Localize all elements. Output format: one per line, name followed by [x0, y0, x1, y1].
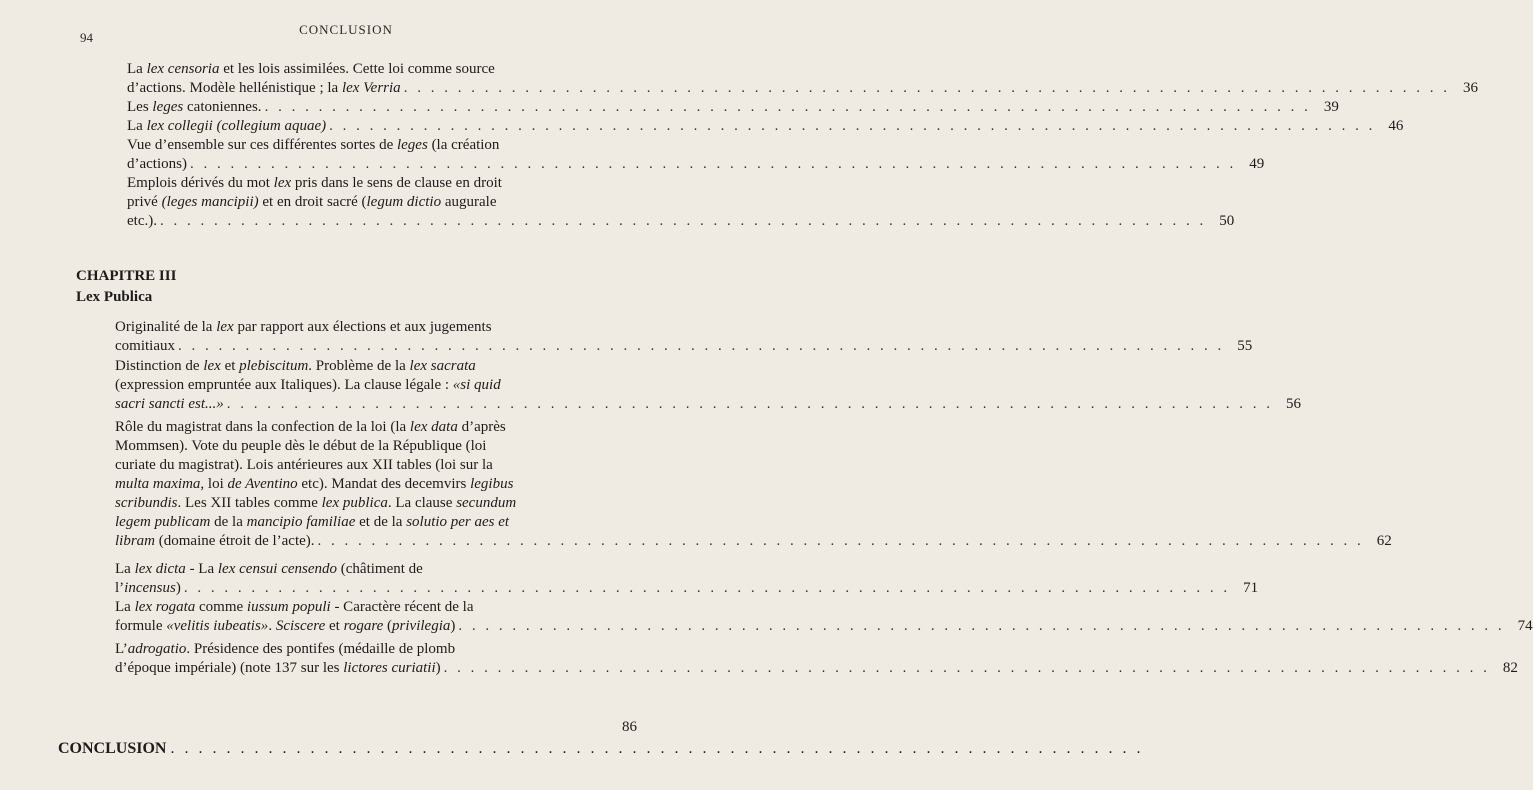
- toc-entry-line: [115, 357, 627, 376]
- toc-entry-text: La lex collegii (collegium aquae): [127, 118, 327, 134]
- leader-dots: . . . . . . . . . . . . . . . . . . . . . . . . . . . . . . . . . . . . . . . . . . . . . . . . . . . . . . . . . . . . . . . . . . . . . . . . . . . . . .: [458, 618, 1505, 634]
- toc-entry-line: [115, 532, 1392, 551]
- chapter-label: CHAPITRE III: [76, 268, 177, 284]
- toc-entry-text: legem publicam de la mancipio familiae et de la solutio per aes et: [115, 514, 510, 530]
- leader-dots: . . . . . . . . . . . . . . . . . . . . . . . . . . . . . . . . . . . . . . . . . . . . . . . . . . . . . . . . . . . . . . . . . . . . . . . . . . . . . .: [264, 99, 1311, 115]
- toc-entry-line: [127, 193, 616, 212]
- toc-entry: [115, 318, 1253, 356]
- toc-entry-line: [127, 174, 616, 193]
- toc-entry-line: [115, 579, 1259, 598]
- leader-dots: . . . . . . . . . . . . . . . . . . . . . . . . . . . . . . . . . . . . . . . . . . . . . . . . . . . . . . . . . . . . . . . . . . . . . . . . . . . . . .: [189, 156, 1237, 172]
- toc-entry-line: [127, 136, 616, 155]
- toc-entry-line: [127, 155, 1265, 174]
- toc-entry-line: [115, 376, 627, 395]
- toc-entry-text: libram (domaine étroit de l’acte).: [115, 533, 315, 549]
- leader-dots: . . . . . . . . . . . . . . . . . . . . . . . . . . . . . . . . . . . . . . . . . . . . . . . . . . . . . . . . . . . . . . . . . . . . . . . . . . . . . .: [178, 338, 1225, 354]
- page-number: 94: [80, 30, 93, 45]
- toc-entry-text: L’adrogatio. Présidence des pontifes (médaille de plomb: [115, 641, 456, 657]
- toc-entry-text: Les leges catoniennes.: [127, 99, 262, 115]
- toc-entry: [127, 60, 1478, 98]
- toc-entry-page: 46: [1388, 118, 1404, 134]
- toc-entry-page: 56: [1286, 396, 1301, 412]
- toc-entry-text: sacri sancti est...»: [115, 396, 224, 412]
- toc-entry-line: [115, 598, 627, 617]
- toc-entry-text: Originalité de la lex par rapport aux élections et aux jugements: [115, 319, 492, 335]
- toc-entry-page: 62: [1376, 533, 1392, 549]
- toc-entry-text: d’actions. Modèle hellénistique ; la lex Verria: [127, 80, 401, 96]
- toc-entry-line: [115, 560, 627, 579]
- toc-entry: [115, 560, 1259, 598]
- leader-dots: . . . . . . . . . . . . . . . . . . . . . . . . . . . . . . . . . . . . . . . . . . . . . . . . . . . . . . . . . . . . . . . . . . . . . . . . . . . . . .: [403, 80, 1450, 96]
- toc-entry-line: [115, 318, 627, 337]
- toc-entry: [127, 98, 1339, 117]
- toc-entry-text: curiate du magistrat). Lois antérieures aux XII tables (loi sur la: [115, 457, 493, 473]
- leader-dots: . . . . . . . . . . . . . . . . . . . . . . . . . . . . . . . . . . . . . . . . . . . . . . . . . . . . . . . . . . . . . . . . . . . . . . . . . . . . . .: [226, 396, 1273, 412]
- toc-entry-text: La lex censoria et les lois assimilées. Cette loi comme source: [127, 61, 495, 77]
- toc-entry-text: formule «velitis iubeatis». Sciscere et rogare (privilegia): [115, 618, 456, 634]
- conclusion-page-number: 86: [622, 719, 637, 735]
- toc-entry-text: Mommsen). Vote du peuple dès le début de la République (loi: [115, 438, 487, 454]
- leader-dots: . . . . . . . . . . . . . . . . . . . . . . . . . . . . . . . . . . . . . . . . . . . . . . . . . . . . . . . . . . . . . . . . . . . . . . . . . . . . . .: [443, 660, 1490, 676]
- toc-entry-text: d’époque impériale) (note 137 sur les lictores curiatii): [115, 660, 441, 676]
- toc-entry-text: La lex dicta - La lex censui censendo (châtiment de: [115, 561, 423, 577]
- toc-entry-line: [127, 79, 1478, 98]
- toc-entry: [127, 174, 1235, 231]
- toc-entry-text: Rôle du magistrat dans la confection de la loi (la lex data d’après: [115, 419, 506, 435]
- toc-entry-line: [115, 617, 1533, 636]
- toc-entry-line: [127, 98, 1339, 117]
- toc-entry-line: [115, 395, 1301, 414]
- toc-entry-text: multa maxima, loi de Aventino etc). Mandat des decemvirs legibus: [115, 476, 514, 492]
- toc-entry: [115, 418, 1392, 551]
- leader-dots: . . . . . . . . . . . . . . . . . . . . . . . . . . . . . . . . . . . . . . . . . . . . . . . . . . . . . . . . . . . . . . . . . . . . . . . . . . . . . .: [329, 118, 1376, 134]
- conclusion-label: CONCLUSION: [58, 740, 167, 757]
- toc-entry-line: [115, 640, 627, 659]
- toc-entry-text: l’incensus): [115, 580, 181, 596]
- toc-entry-line: [127, 212, 1235, 231]
- toc-entry-page: 36: [1462, 80, 1478, 96]
- toc-entry-text: (expression empruntée aux Italiques). La clause légale : «si quid: [115, 377, 501, 393]
- toc-entry-page: 71: [1243, 580, 1259, 596]
- toc-entry-line: [127, 117, 1404, 136]
- toc-entry: [127, 117, 1404, 136]
- toc-entry-line: [115, 475, 627, 494]
- toc-entry-line: [115, 659, 1518, 678]
- running-title: CONCLUSION: [299, 22, 393, 37]
- toc-entry: [115, 640, 1518, 678]
- toc-entry-text: Emplois dérivés du mot lex pris dans le sens de clause en droit: [127, 175, 502, 191]
- toc-entry: [115, 357, 1301, 414]
- toc-entry-text: comitiaux: [115, 338, 175, 354]
- leader-dots: . . . . . . . . . . . . . . . . . . . . . . . . . . . . . . . . . . . . . . . . . . . . . . . . . . . . . . . . . . . . . . . . . . . . . . . . . . . . . .: [183, 580, 1231, 596]
- leader-dots: . . . . . . . . . . . . . . . . . . . . . . . . . . . . . . . . . . . . . . . . . . . . . . . . . . . . . . . . . . . . . . . . . . . . . . . . . . . . . .: [159, 213, 1207, 229]
- toc-entry-text: Vue d’ensemble sur ces différentes sortes de leges (la création: [127, 137, 500, 153]
- toc-entry-text: d’actions): [127, 156, 187, 172]
- toc-entry-text: Distinction de lex et plebiscitum. Problème de la lex sacrata: [115, 358, 476, 374]
- toc-entry-line: [115, 513, 627, 532]
- toc-entry-text: privé (leges mancipii) et en droit sacré (legum dictio augurale: [127, 194, 497, 210]
- toc-entry-line: [115, 494, 627, 513]
- toc-entry-line: [115, 456, 627, 475]
- toc-entry: [127, 136, 1265, 174]
- toc-entry-text: etc.).: [127, 213, 157, 229]
- conclusion-entry: [58, 740, 1144, 758]
- toc-entry-line: [115, 437, 627, 456]
- toc-entry-line: [115, 418, 627, 437]
- leader-dots: . . . . . . . . . . . . . . . . . . . . . . . . . . . . . . . . . . . . . . . . . . . . . . . . . . . . . . . . . . . . . . . . . . . . . . . . . . . . . .: [317, 533, 1364, 549]
- toc-entry-line: [127, 60, 616, 79]
- toc-entry-page: 82: [1502, 660, 1518, 676]
- toc-entry-page: 50: [1219, 213, 1235, 229]
- toc-entry-page: 39: [1323, 99, 1339, 115]
- toc-entry-text: scribundis. Les XII tables comme lex publica. La clause secundum: [115, 495, 517, 511]
- leader-dots: . . . . . . . . . . . . . . . . . . . . . . . . . . . . . . . . . . . . . . . . . . . . . . . . . . . . . . . . . . . . . . . . . . . . . .: [170, 740, 1144, 757]
- toc-entry-page: 55: [1237, 338, 1253, 354]
- toc-entry-page: 74: [1517, 618, 1533, 634]
- toc-entry: [115, 598, 1533, 636]
- toc-entry-text: La lex rogata comme iussum populi - Caractère récent de la: [115, 599, 474, 615]
- toc-entry-page: 49: [1249, 156, 1265, 172]
- chapter-title: Lex Publica: [76, 289, 153, 305]
- toc-entry-line: [115, 337, 1253, 356]
